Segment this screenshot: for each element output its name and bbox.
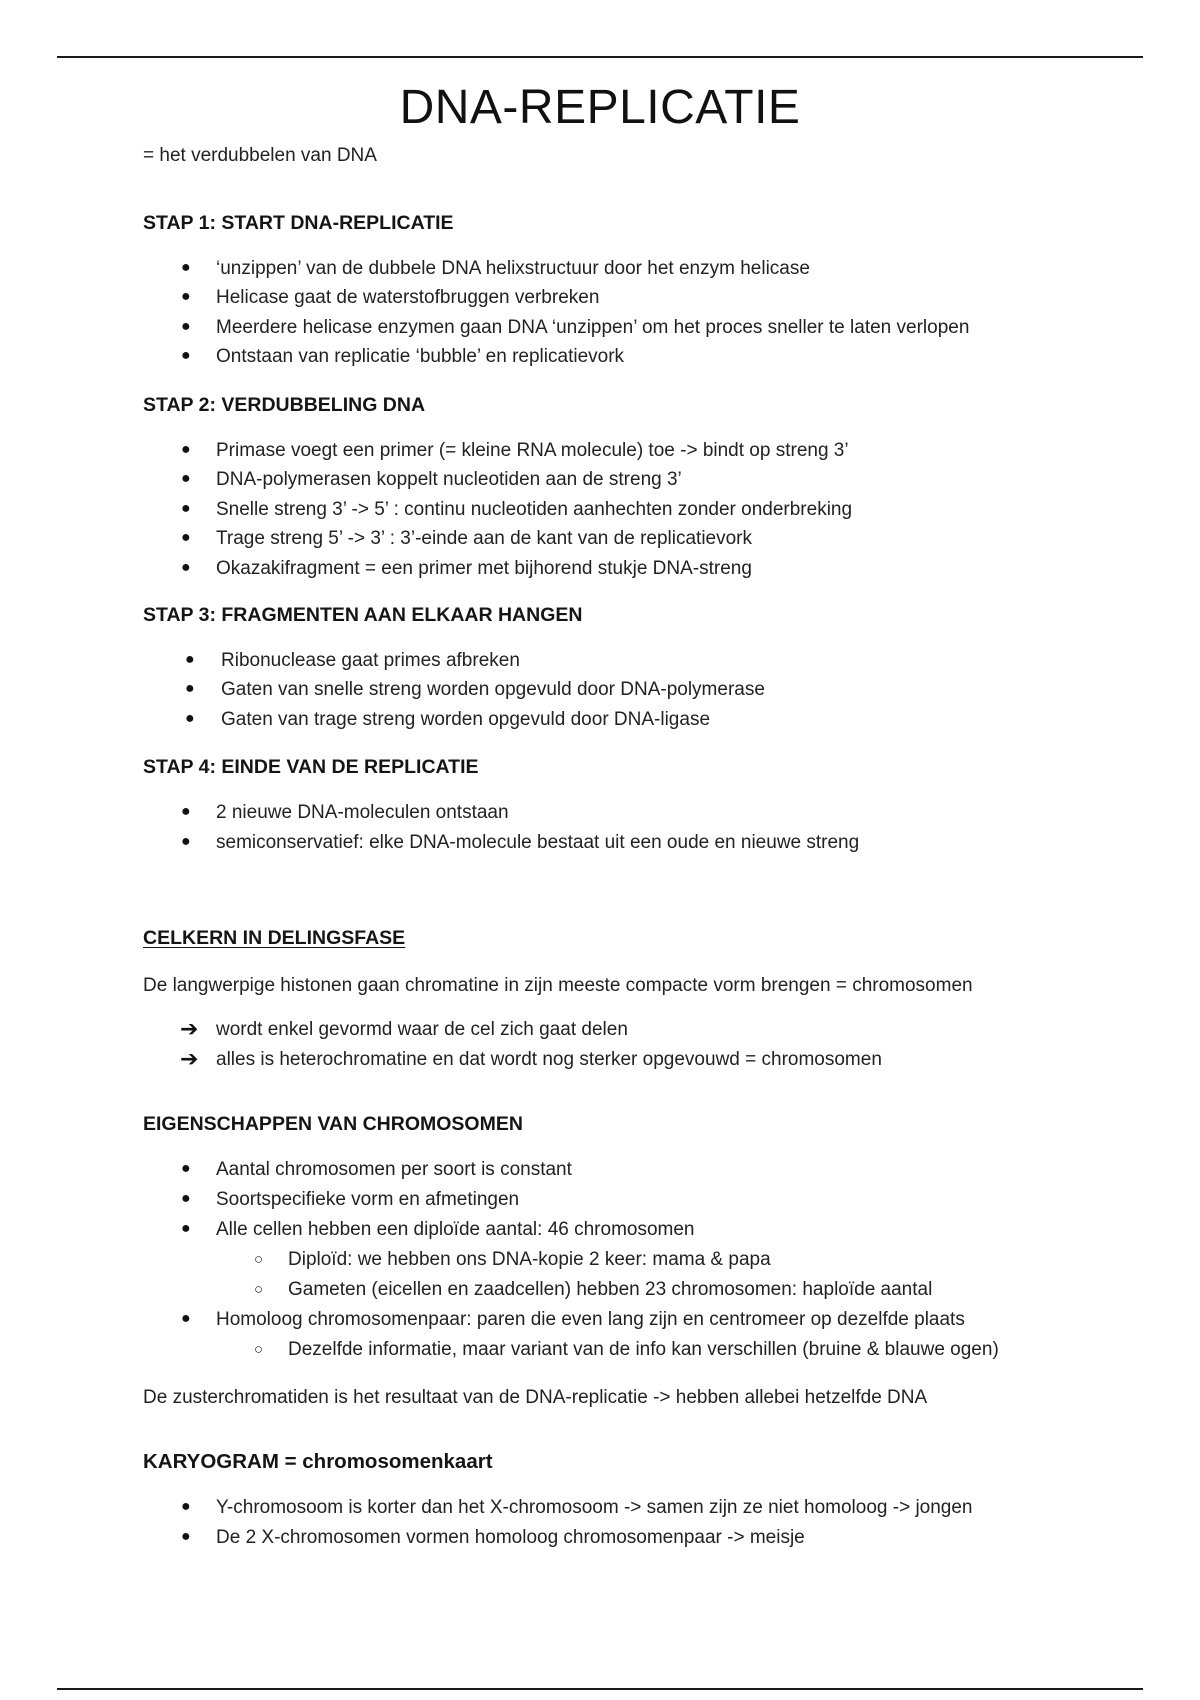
- eigenschappen-item: Homoloog chromosomenpaar: paren die even lang zijn en centromeer op dezelfde plaats: [216, 1309, 965, 1330]
- bullet-icon: ●: [181, 1160, 191, 1177]
- bullet-icon: ●: [181, 1498, 191, 1515]
- stap1-item: Helicase gaat de waterstofbruggen verbreken: [216, 287, 600, 308]
- celkern-arrow-item: alles is heterochromatine en dat wordt nog sterker opgevouwd = chromosomen: [216, 1049, 882, 1070]
- arrow-right-icon: ➔: [180, 1046, 199, 1071]
- stap1-item: ‘unzippen’ van de dubbele DNA helixstructuur door het enzym helicase: [216, 258, 810, 279]
- celkern-arrow-item: wordt enkel gevormd waar de cel zich gaat delen: [216, 1019, 628, 1040]
- circle-bullet-icon: ○: [254, 1281, 264, 1298]
- karyogram-heading: KARYOGRAM = chromosomenkaart: [143, 1450, 493, 1473]
- eigenschappen-subitem: Dezelfde informatie, maar variant van de info kan verschillen (bruine & blauwe ogen): [288, 1339, 999, 1360]
- stap4-heading: STAP 4: EINDE VAN DE REPLICATIE: [143, 756, 479, 778]
- bullet-icon: ●: [181, 1528, 191, 1545]
- bottom-rule: [57, 1688, 1143, 1690]
- page-title: DNA-REPLICATIE: [399, 81, 801, 134]
- arrow-right-icon: ➔: [180, 1016, 199, 1041]
- eigenschappen-subitem: Diploïd: we hebben ons DNA-kopie 2 keer: mama & papa: [288, 1249, 771, 1270]
- stap1-item: Meerdere helicase enzymen gaan DNA ‘unzippen’ om het proces sneller te laten verlopen: [216, 317, 970, 338]
- intro-text: = het verdubbelen van DNA: [143, 145, 377, 166]
- eigenschappen-item: Alle cellen hebben een diploïde aantal: 46 chromosomen: [216, 1219, 695, 1240]
- bullet-icon: ●: [185, 651, 195, 668]
- stap2-item: Snelle streng 3’ -> 5’ : continu nucleotiden aanhechten zonder onderbreking: [216, 499, 853, 520]
- bullet-icon: ●: [181, 259, 191, 276]
- circle-bullet-icon: ○: [254, 1341, 264, 1358]
- zuster-text: De zusterchromatiden is het resultaat van de DNA-replicatie -> hebben allebei hetzelfde DNA: [143, 1387, 928, 1408]
- bullet-icon: ●: [181, 529, 191, 546]
- celkern-heading: CELKERN IN DELINGSFASE: [143, 927, 406, 949]
- bullet-icon: ●: [181, 1190, 191, 1207]
- stap3-item: Gaten van snelle streng worden opgevuld door DNA-polymerase: [221, 679, 765, 700]
- bullet-icon: ●: [181, 833, 191, 850]
- stap2-item: DNA-polymerasen koppelt nucleotiden aan de streng 3’: [216, 469, 682, 490]
- stap2-item: Okazakifragment = een primer met bijhorend stukje DNA-streng: [216, 558, 752, 579]
- eigenschappen-item: Aantal chromosomen per soort is constant: [216, 1159, 572, 1180]
- stap1-heading: STAP 1: START DNA-REPLICATIE: [143, 212, 454, 234]
- stap2-item: Primase voegt een primer (= kleine RNA molecule) toe -> bindt op streng 3’: [216, 440, 849, 461]
- bullet-icon: ●: [181, 1220, 191, 1237]
- bullet-icon: ●: [185, 710, 195, 727]
- stap4-item: semiconservatief: elke DNA-molecule bestaat uit een oude en nieuwe streng: [216, 832, 860, 853]
- eigenschappen-heading: EIGENSCHAPPEN VAN CHROMOSOMEN: [143, 1113, 523, 1135]
- stap2-item: Trage streng 5’ -> 3’ : 3’-einde aan de kant van de replicatievork: [216, 528, 752, 549]
- stap3-heading: STAP 3: FRAGMENTEN AAN ELKAAR HANGEN: [143, 604, 583, 626]
- bullet-icon: ●: [185, 680, 195, 697]
- stap1-item: Ontstaan van replicatie ‘bubble’ en replicatievork: [216, 346, 625, 367]
- bullet-icon: ●: [181, 288, 191, 305]
- bullet-icon: ●: [181, 559, 191, 576]
- bullet-icon: ●: [181, 1310, 191, 1327]
- top-rule: [57, 56, 1143, 58]
- bullet-icon: ●: [181, 347, 191, 364]
- eigenschappen-subitem: Gameten (eicellen en zaadcellen) hebben 23 chromosomen: haploïde aantal: [288, 1279, 933, 1300]
- stap2-heading: STAP 2: VERDUBBELING DNA: [143, 394, 426, 416]
- stap3-item: Ribonuclease gaat primes afbreken: [221, 650, 520, 671]
- bullet-icon: ●: [181, 470, 191, 487]
- circle-bullet-icon: ○: [254, 1251, 264, 1268]
- karyogram-item: Y-chromosoom is korter dan het X-chromosoom -> samen zijn ze niet homoloog -> jongen: [216, 1497, 973, 1518]
- stap4-item: 2 nieuwe DNA-moleculen ontstaan: [216, 802, 509, 823]
- bullet-icon: ●: [181, 803, 191, 820]
- bullet-icon: ●: [181, 500, 191, 517]
- celkern-text: De langwerpige histonen gaan chromatine in zijn meeste compacte vorm brengen = chromosomen: [143, 975, 973, 996]
- karyogram-item: De 2 X-chromosomen vormen homoloog chromosomenpaar -> meisje: [216, 1527, 805, 1548]
- bullet-icon: ●: [181, 441, 191, 458]
- eigenschappen-item: Soortspecifieke vorm en afmetingen: [216, 1189, 520, 1210]
- bullet-icon: ●: [181, 318, 191, 335]
- stap3-item: Gaten van trage streng worden opgevuld door DNA-ligase: [221, 709, 711, 730]
